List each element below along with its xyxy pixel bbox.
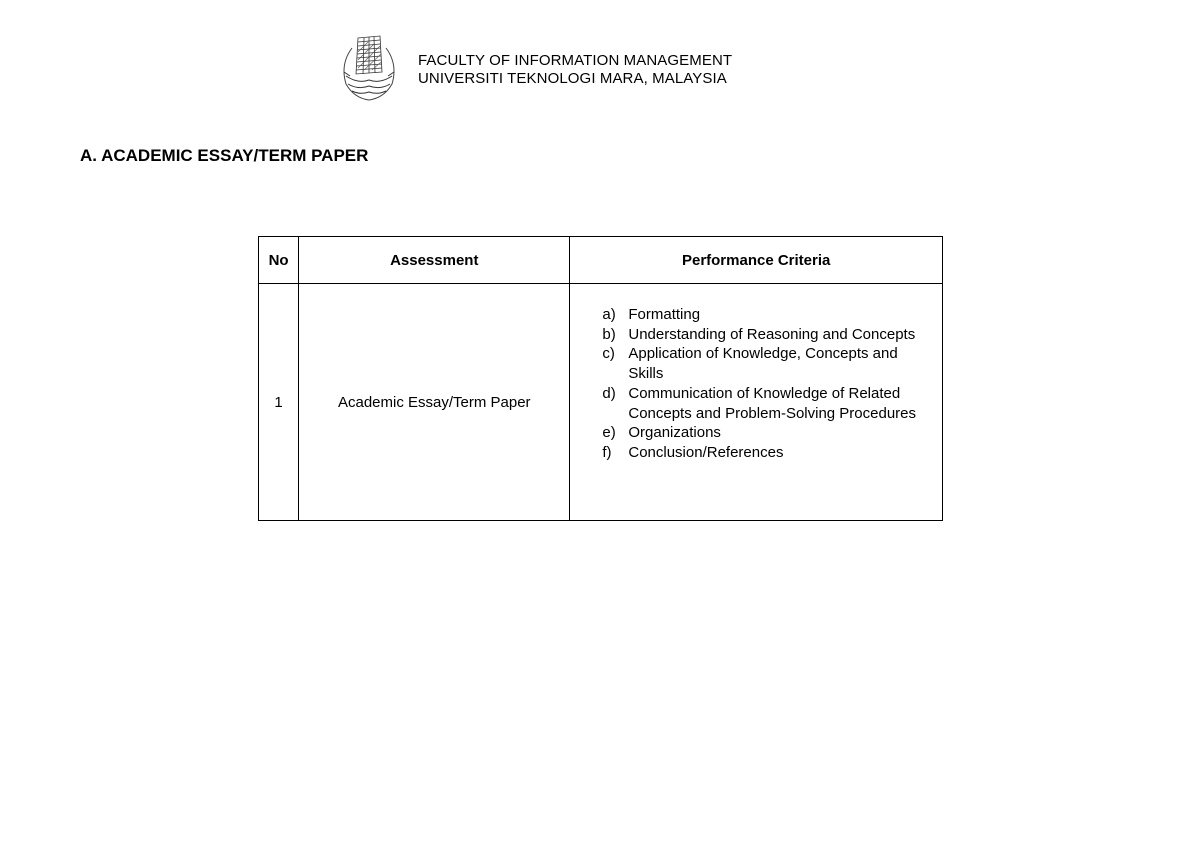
criteria-marker: e): [602, 424, 616, 442]
row-number: 1: [259, 284, 299, 521]
criteria-marker: d): [602, 384, 616, 402]
row-assessment: Academic Essay/Term Paper: [299, 284, 570, 521]
criteria-text: Application of Knowledge, Concepts and Skills: [628, 345, 898, 383]
criteria-item: [602, 423, 932, 443]
university-name: UNIVERSITI TEKNOLOGI MARA, MALAYSIA: [418, 70, 727, 87]
table-row: [259, 284, 943, 521]
criteria-item: [602, 325, 932, 345]
header-criteria: Performance Criteria: [570, 237, 943, 284]
criteria-list: [570, 284, 942, 481]
assessment-table: [258, 236, 943, 521]
criteria-item: [602, 305, 932, 325]
row-criteria: [570, 284, 943, 521]
criteria-marker: c): [602, 345, 615, 363]
criteria-item: [602, 384, 932, 423]
criteria-text: Understanding of Reasoning and Concepts: [628, 325, 916, 343]
criteria-text: Formatting: [628, 306, 701, 323]
table-header-row: [259, 237, 943, 284]
faculty-name: FACULTY OF INFORMATION MANAGEMENT: [418, 52, 733, 69]
criteria-marker: f): [602, 443, 612, 461]
criteria-text: Conclusion/References: [628, 443, 784, 461]
section-title: A. ACADEMIC ESSAY/TERM PAPER: [80, 146, 369, 165]
crest-graphic: [338, 28, 400, 102]
header-no: No: [259, 237, 299, 284]
criteria-marker: a): [602, 306, 616, 323]
criteria-text: Communication of Knowledge of Related Concepts and Problem-Solving Procedures: [628, 384, 917, 422]
letterhead: [418, 52, 732, 88]
criteria-marker: b): [602, 325, 616, 343]
header-assessment: Assessment: [299, 237, 570, 284]
uitm-crest-icon: [338, 28, 400, 102]
criteria-text: Organizations: [628, 424, 721, 442]
criteria-item: [602, 344, 932, 383]
criteria-item: [602, 443, 932, 463]
